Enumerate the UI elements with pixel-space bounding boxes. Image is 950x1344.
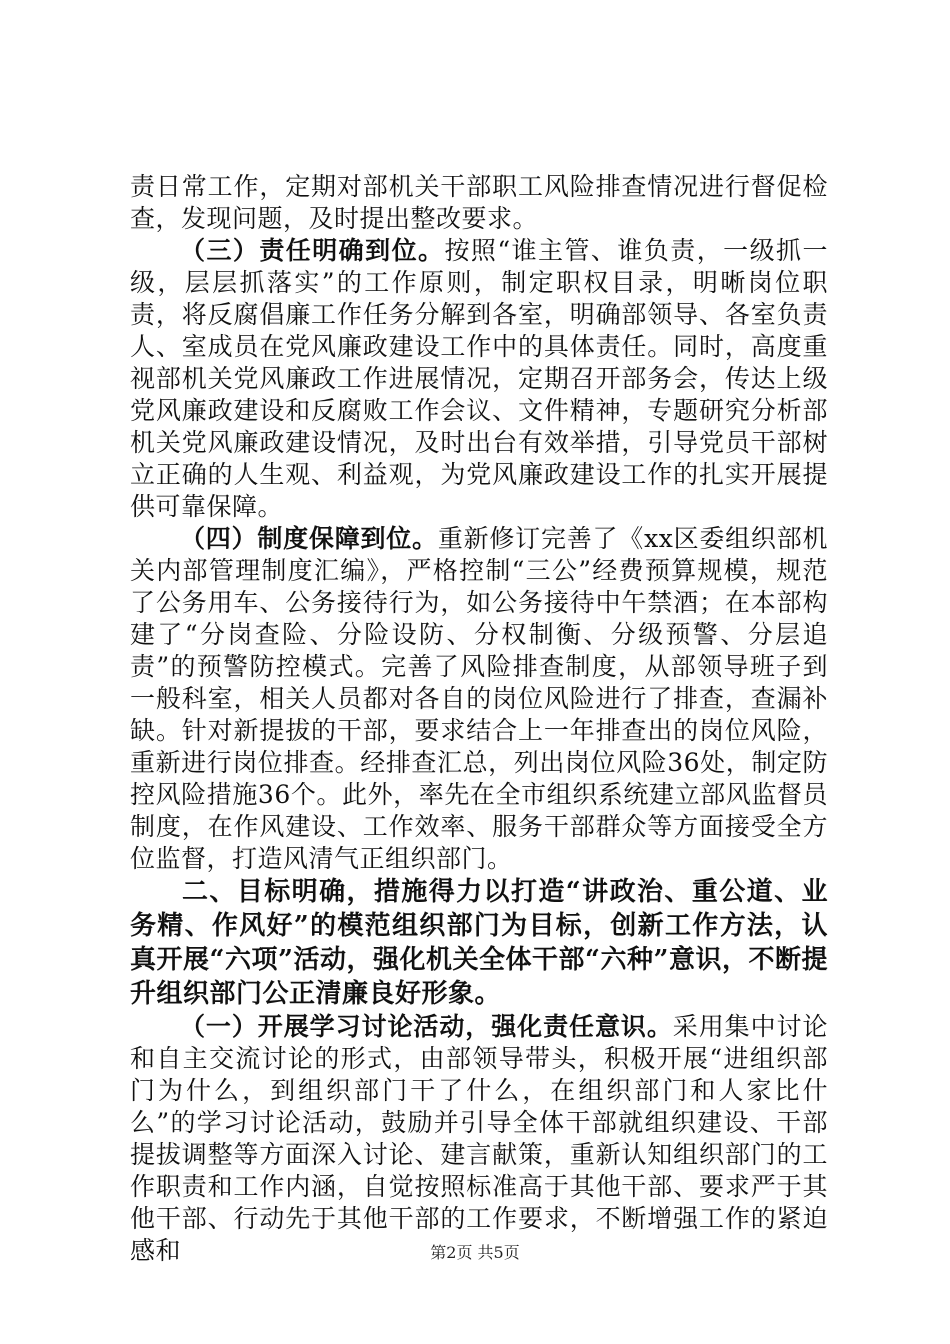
section-title-system-guarantee: （四）制度保障到位。 xyxy=(180,524,438,553)
page-number-label: 第2页 共5页 xyxy=(430,1243,520,1262)
section-heading-two xyxy=(130,875,828,1011)
paragraph-responsibility xyxy=(130,235,828,523)
section-title-responsibility: （三）责任明确到位。 xyxy=(180,236,445,265)
paragraph-text: 重新修订完善了《xx区委组织部机关内部管理制度汇编》，严格控制“三公”经费预算规模，规范了公务用车、公务接待行为，如公务接待中午禁酒；在本部构建了“分岗查险、分险设防、分权制衡、分级预警、分层追责”的预警防控模式。完善了风险排查制度，从部领导班子到一般科室，相关人员都对各自的岗位风险进行了排查，查漏补缺。针对新提拔的干部，要求结合上一年排查出的岗位风险，重新进行岗位排查。经排查汇总，列出岗位风险36处，制定防控风险措施36个。此外，率先在全市组织系统建立部风监督员制度，在作风建设、工作效率、服务干部群众等方面接受全方位监督，打造风清气正组织部门。 xyxy=(130,524,828,873)
paragraph-system-guarantee xyxy=(130,523,828,875)
document-body xyxy=(130,171,828,1267)
paragraph-study-discussion xyxy=(130,1011,828,1267)
paragraph-continuation xyxy=(130,171,828,235)
section-title-study-discussion: （一）开展学习讨论活动，强化责任意识。 xyxy=(180,1012,673,1041)
page-footer xyxy=(0,1240,950,1263)
paragraph-text: 责日常工作，定期对部机关干部职工风险排查情况进行督促检查，发现问题，及时提出整改要求。 xyxy=(130,172,828,233)
heading-text: 二、目标明确，措施得力以打造“讲政治、重公道、业务精、作风好”的模范组织部门为目标，创新工作方法，认真开展“六项”活动，强化机关全体干部“六种”意识，不断提升组织部门公正清廉良好形象。 xyxy=(130,877,828,1009)
paragraph-text: 采用集中讨论和自主交流讨论的形式，由部领导带头，积极开展“进组织部门为什么，到组织部门干了什么，在组织部门和人家比什么”的学习讨论活动，鼓励并引导全体干部就组织建设、干部提拔调整等方面深入讨论、建言献策，重新认知组织部门的工作职责和工作内涵，自觉按照标准高于其他干部、要求严于其他干部、行动先于其他干部的工作要求，不断增强工作的紧迫感和 xyxy=(130,1012,828,1265)
paragraph-text: 按照“谁主管、谁负责，一级抓一级，层层抓落实”的工作原则，制定职权目录，明晰岗位职责，将反腐倡廉工作任务分解到各室，明确部领导、各室负责人、室成员在党风廉政建设工作中的具体责任。同时，高度重视部机关党风廉政工作进展情况，定期召开部务会，传达上级党风廉政建设和反腐败工作会议、文件精神，专题研究分析部机关党风廉政建设情况，及时出台有效举措，引导党员干部树立正确的人生观、利益观，为党风廉政建设工作的扎实开展提供可靠保障。 xyxy=(130,236,828,521)
